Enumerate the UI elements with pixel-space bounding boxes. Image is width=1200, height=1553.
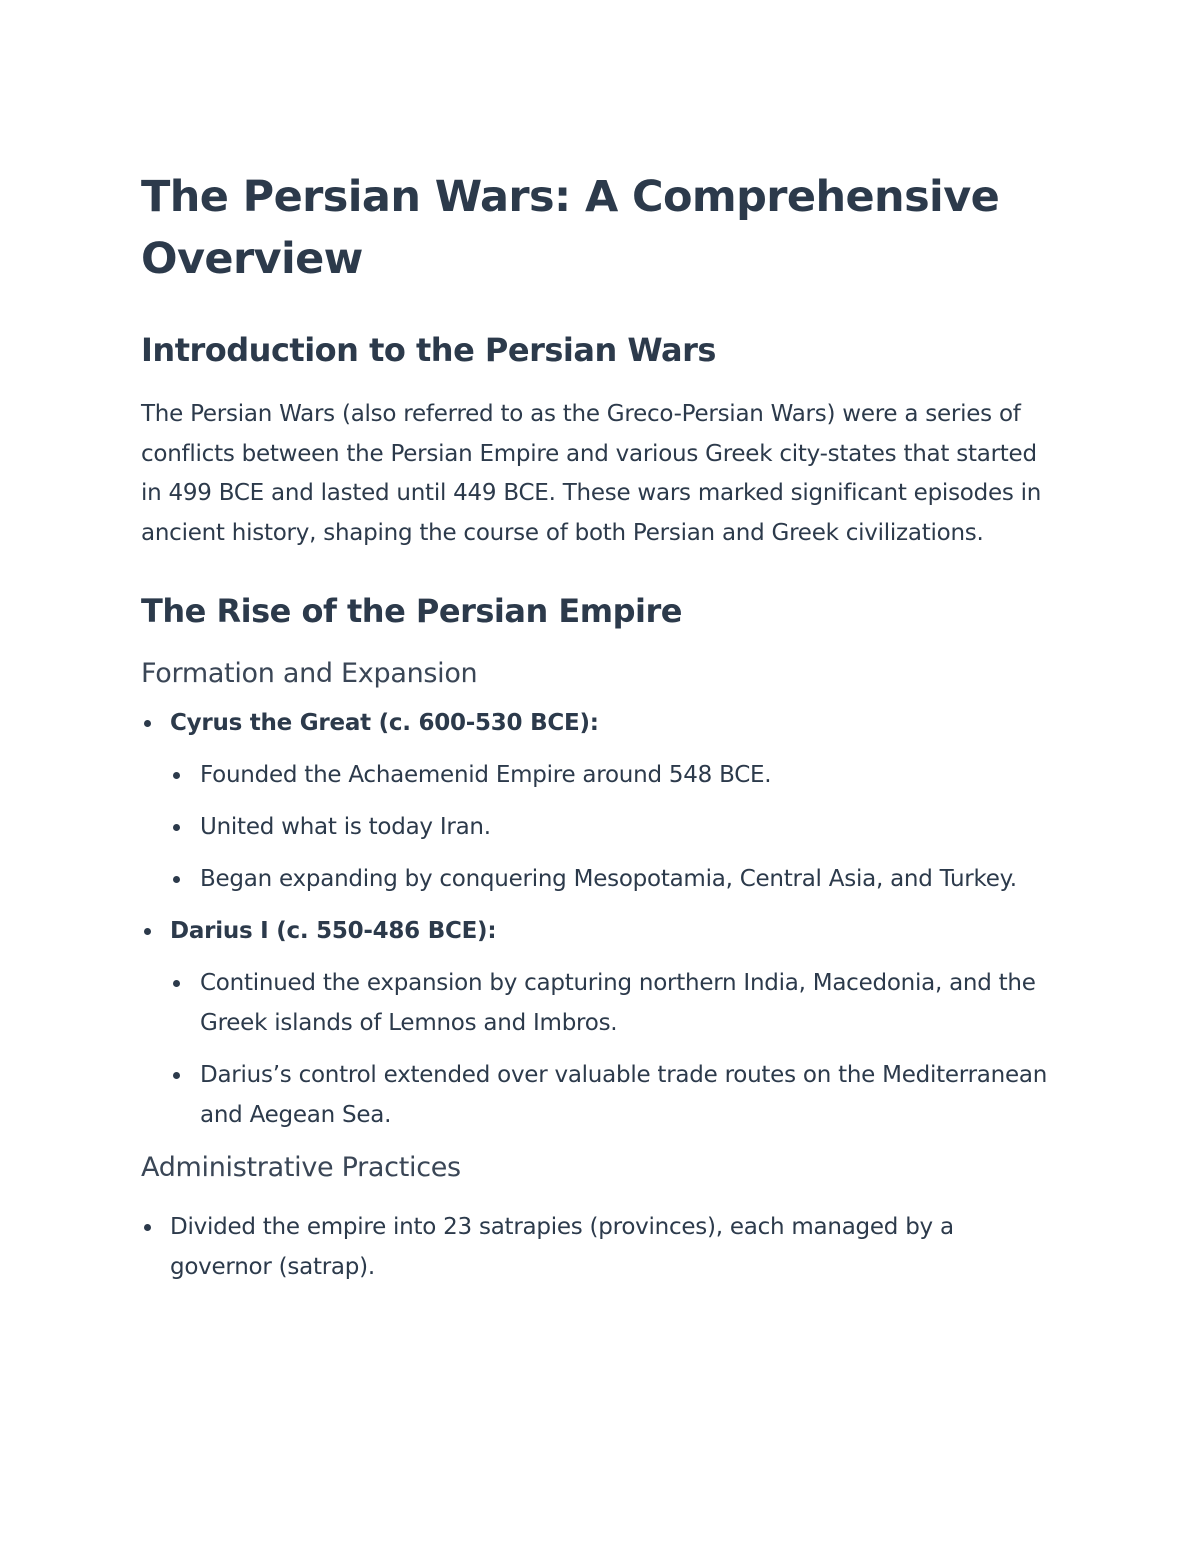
document-title: The Persian Wars: A Comprehensive Overview	[141, 172, 1000, 284]
bullet-icon	[173, 1072, 180, 1079]
administrative-list	[141, 1207, 1061, 1287]
darius-sublist	[170, 963, 1061, 1135]
subsection-heading-formation: Formation and Expansion	[141, 658, 478, 689]
list-item-text: United what is today Iran.	[200, 814, 491, 840]
list-item-label: Cyrus the Great (c. 600-530 BCE):	[170, 710, 599, 736]
list-item	[170, 807, 1061, 847]
list-item	[170, 755, 1061, 795]
list-item-text: Continued the expansion by capturing northern India, Macedonia, and the Greek islands of Lemnos and Imbros.	[200, 970, 1036, 1036]
list-item-darius	[141, 911, 1061, 1135]
bullet-icon	[144, 1224, 151, 1231]
bullet-icon	[173, 876, 180, 883]
bullet-icon	[144, 928, 151, 935]
list-item-cyrus	[141, 703, 1061, 899]
bullet-icon	[173, 980, 180, 987]
bullet-icon	[173, 772, 180, 779]
section-heading-rise-of-empire: The Rise of the Persian Empire	[141, 592, 682, 630]
introduction-paragraph: The Persian Wars (also referred to as the Greco-Persian Wars) were a series of conflicts between the Persian Empire and various Greek city-states that started in 499 BCE and lasted until 449 BCE. These wars marked significant episodes in ancient history, shaping the course of both Persian and Greek civilizations.	[141, 401, 1042, 546]
bullet-icon	[173, 824, 180, 831]
list-item	[170, 859, 1061, 899]
bullet-icon	[144, 720, 151, 727]
list-item	[141, 1207, 1061, 1287]
subsection-heading-administrative: Administrative Practices	[141, 1152, 461, 1183]
list-item-text: Darius’s control extended over valuable trade routes on the Mediterranean and Aegean Sea.	[200, 1062, 1048, 1128]
list-item-label: Darius I (c. 550-486 BCE):	[170, 918, 497, 944]
formation-list	[141, 703, 1061, 1135]
cyrus-sublist	[170, 755, 1061, 899]
document-content	[141, 166, 1061, 1287]
list-item-text: Divided the empire into 23 satrapies (provinces), each managed by a governor (satrap).	[170, 1214, 954, 1280]
list-item-text: Founded the Achaemenid Empire around 548 BCE.	[200, 762, 772, 788]
section-heading-introduction: Introduction to the Persian Wars	[141, 331, 716, 369]
list-item	[170, 963, 1061, 1043]
list-item-text: Began expanding by conquering Mesopotamia, Central Asia, and Turkey.	[200, 866, 1017, 892]
list-item	[170, 1055, 1061, 1135]
